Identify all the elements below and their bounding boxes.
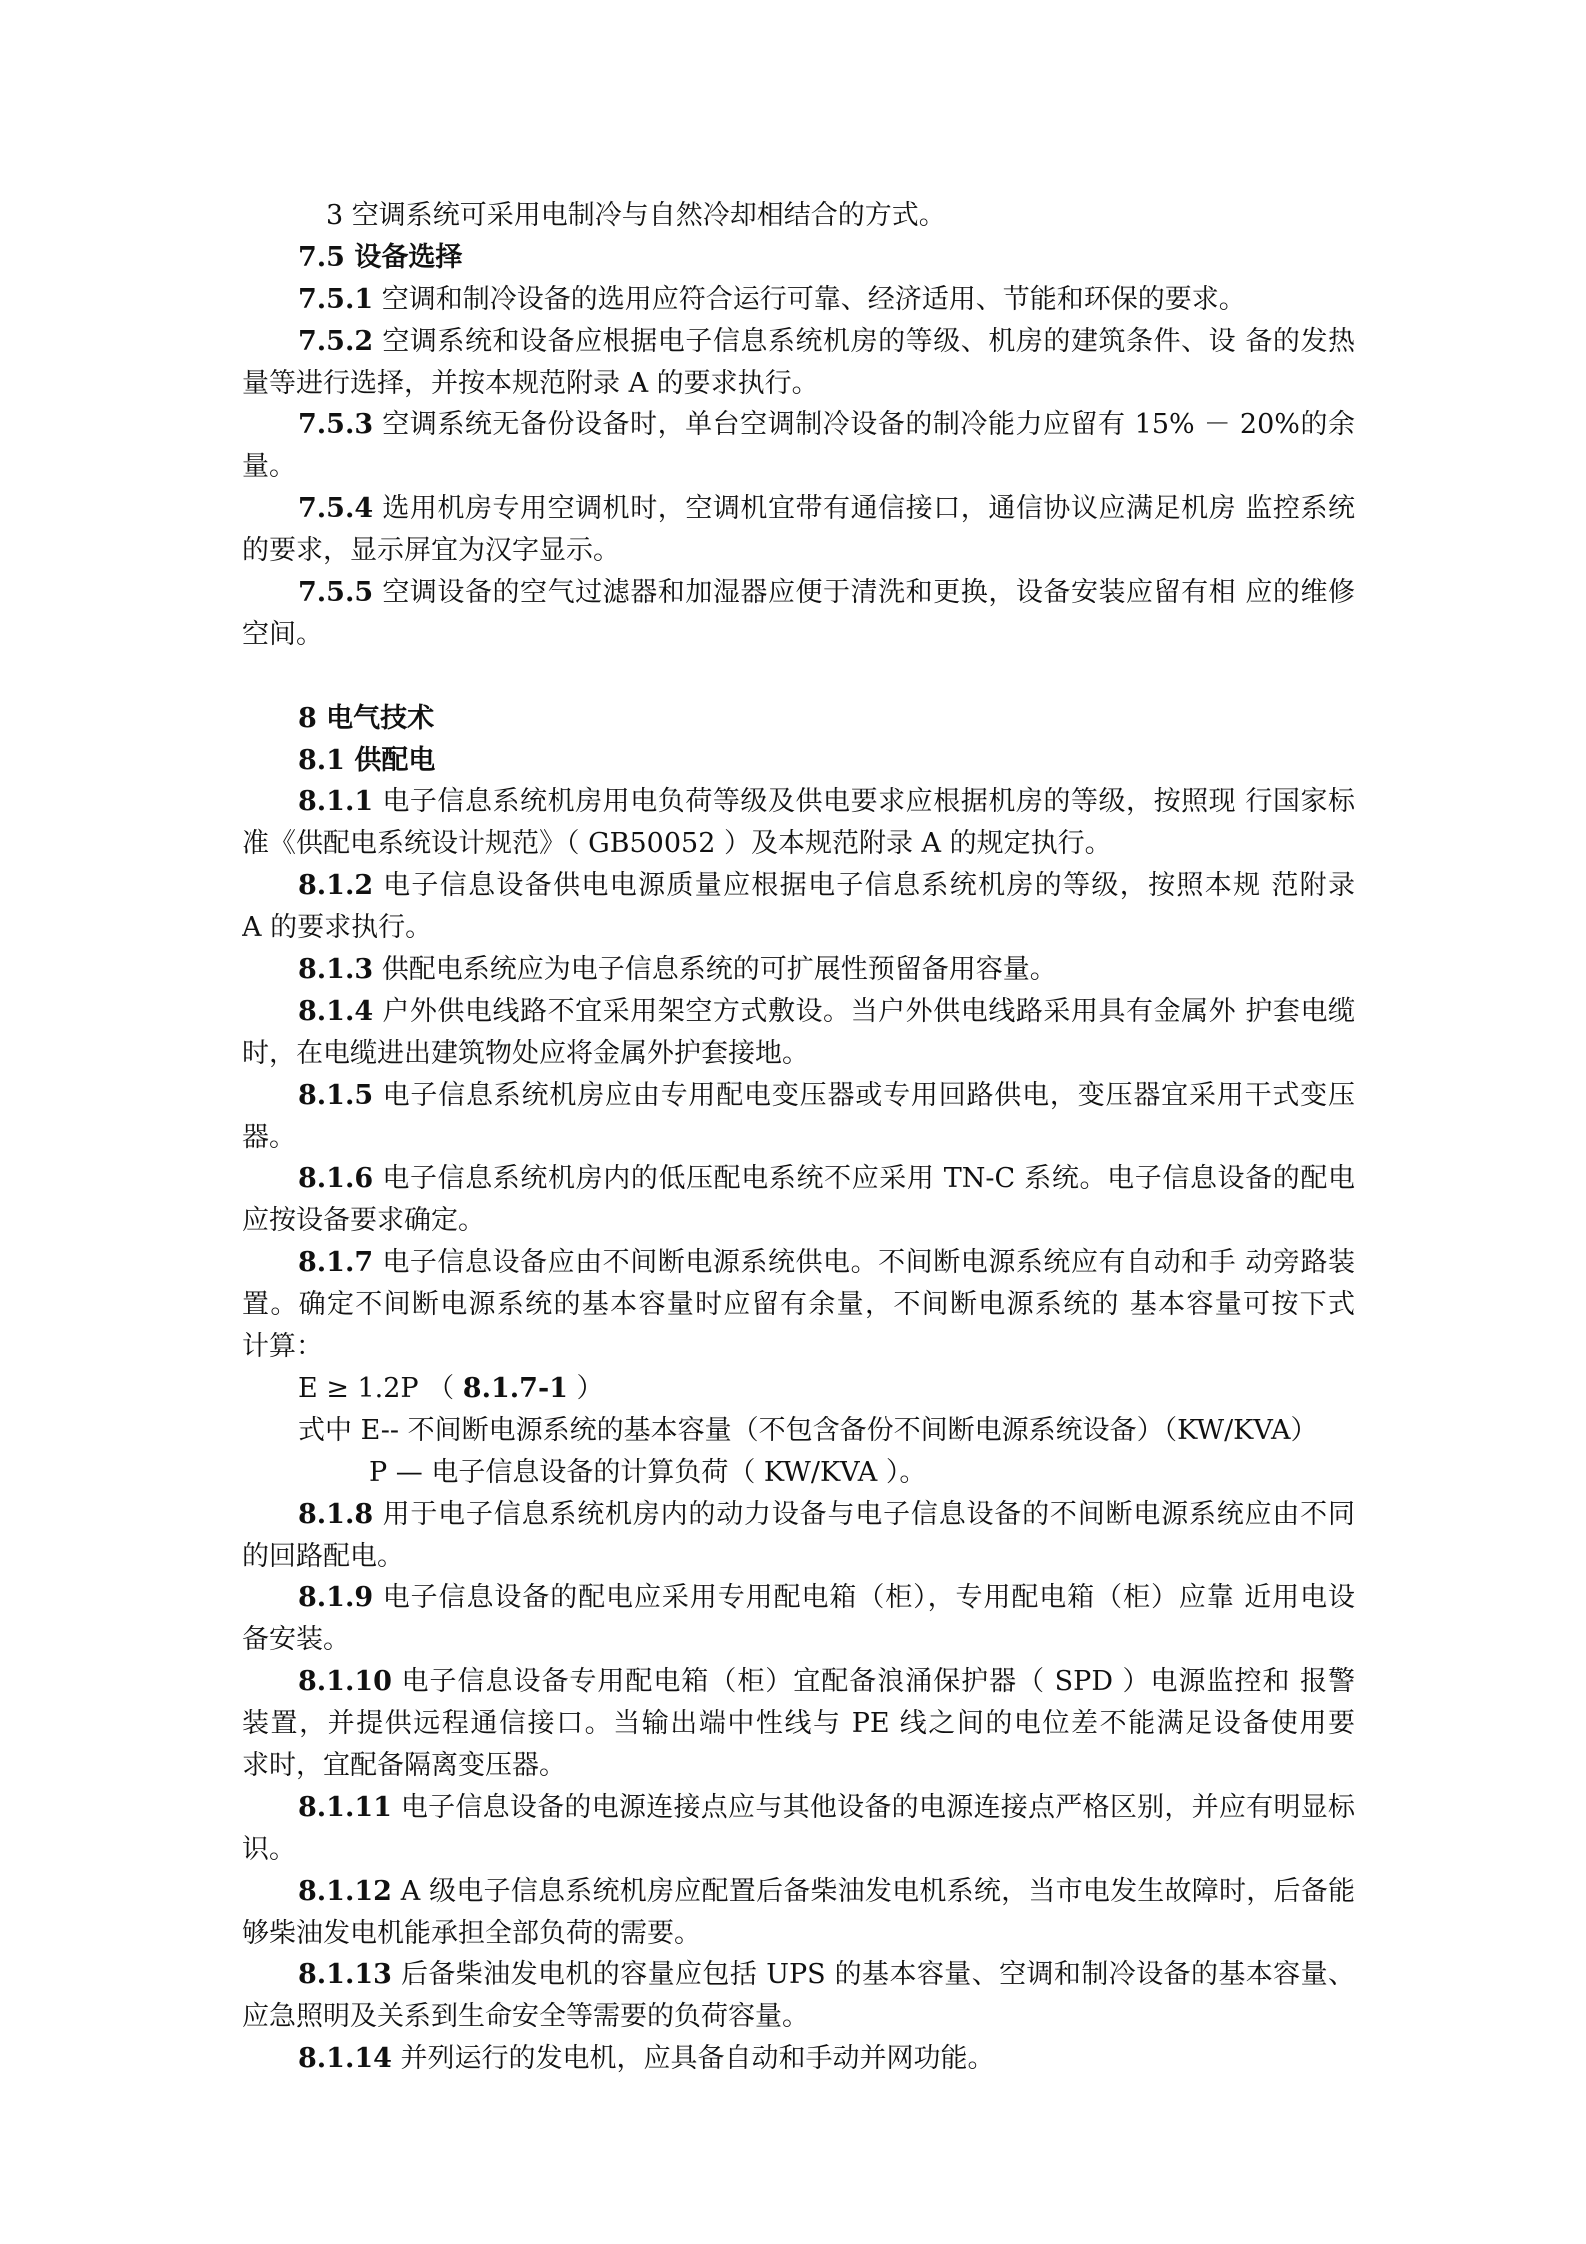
text-line bbox=[242, 907, 1355, 949]
clause-number: 8.1.12 bbox=[298, 1875, 392, 1907]
clause-text: 空调设备的空气过滤器和加湿器应便于清洗和更换，设备安装应留有相 应的维修 bbox=[382, 577, 1355, 609]
text-line bbox=[242, 1829, 1355, 1871]
blank-line bbox=[242, 656, 1355, 698]
text-line bbox=[242, 1913, 1355, 1955]
clause-number: 7.5.5 bbox=[298, 577, 374, 609]
clause-text: 3 空调系统可采用电制冷与自然冷却相结合的方式。 bbox=[326, 200, 946, 231]
text-line bbox=[242, 195, 1355, 237]
clause-number: 8.1.7 bbox=[298, 1247, 374, 1279]
text-line bbox=[242, 823, 1355, 865]
clause-para bbox=[242, 1158, 1355, 1242]
clause-number: 8.1.8 bbox=[298, 1498, 374, 1530]
text-line bbox=[242, 446, 1355, 488]
clause-text: 空调系统和设备应根据电子信息系统机房的等级、机房的建筑条件、设 备的发热 bbox=[382, 325, 1355, 357]
text-line bbox=[242, 1452, 1355, 1494]
clause-sub bbox=[242, 1452, 1355, 1494]
clause-text: 电子信息系统机房内的低压配电系统不应采用 TN-C 系统。电子信息设备的配电 bbox=[382, 1163, 1355, 1195]
text-line bbox=[242, 1200, 1355, 1242]
clause-number: 8.1.6 bbox=[298, 1163, 374, 1195]
clause-text: 装置，并提供远程通信接口。当输出端中性线与 PE 线之间的电位差不能满足设备使用要 bbox=[242, 1708, 1355, 1740]
text-line bbox=[242, 614, 1355, 656]
text-line bbox=[242, 1410, 1355, 1452]
clause-text: 后备柴油发电机的容量应包括 UPS 的基本容量、空调和制冷设备的基本容量、 bbox=[400, 1959, 1355, 1991]
clause-text: 时，在电缆进出建筑物处应将金属外护套接地。 bbox=[242, 1037, 809, 1069]
clause-number: 8.1.14 bbox=[298, 2043, 392, 2075]
section-heading: 7.5 设备选择 bbox=[298, 241, 463, 273]
clause-text: 求时，宜配备隔离变压器。 bbox=[242, 1749, 566, 1781]
clause-para bbox=[242, 1242, 1355, 1368]
formula-close: ） bbox=[567, 1372, 604, 1404]
clause-para bbox=[242, 2038, 1355, 2080]
clause-para bbox=[242, 1494, 1355, 1578]
clause-text: 空调系统无备份设备时，单台空调制冷设备的制冷能力应留有 15% － 20%的余 bbox=[382, 409, 1355, 441]
text-line bbox=[242, 363, 1355, 405]
clause-text: 量等进行选择，并按本规范附录 A 的要求执行。 bbox=[242, 367, 819, 399]
clause-text: 选用机房专用空调机时，空调机宜带有通信接口，通信协议应满足机房 监控系统 bbox=[382, 493, 1355, 525]
clause-text: 置。确定不间断电源系统的基本容量时应留有余量，不间断电源系统的 基本容量可按下式 bbox=[242, 1289, 1355, 1321]
clause-number: 7.5.4 bbox=[298, 493, 374, 525]
clause-text: 应按设备要求确定。 bbox=[242, 1205, 485, 1237]
text-line bbox=[242, 1326, 1355, 1368]
clause-number: 8.1.9 bbox=[298, 1582, 374, 1614]
clause-text: A 的要求执行。 bbox=[242, 912, 433, 944]
text-line bbox=[242, 1787, 1355, 1829]
text-line bbox=[242, 1577, 1355, 1619]
clause-text: 电子信息设备供电电源质量应根据电子信息系统机房的等级，按照本规 范附录 bbox=[383, 870, 1355, 902]
text-line bbox=[242, 572, 1355, 614]
text-line bbox=[242, 781, 1355, 823]
clause-text: 识。 bbox=[242, 1833, 296, 1865]
section-heading: 8 电气技术 bbox=[298, 702, 435, 734]
clause-number: 7.5.1 bbox=[298, 283, 374, 315]
text-line bbox=[242, 1954, 1355, 1996]
text-line bbox=[242, 1745, 1355, 1787]
clause-item bbox=[242, 195, 1355, 237]
clause-text: 户外供电线路不宜采用架空方式敷设。当户外供电线路采用具有金属外 护套电缆 bbox=[382, 995, 1355, 1027]
clause-text: 准《供配电系统设计规范》（ GB50052 ）及本规范附录 A 的规定执行。 bbox=[242, 828, 1112, 860]
clause-text: 电子信息系统机房用电负荷等级及供电要求应根据机房的等级，按照现 行国家标 bbox=[382, 786, 1355, 818]
clause-text: 的回路配电。 bbox=[242, 1540, 404, 1572]
text-line bbox=[242, 1871, 1355, 1913]
clause-para bbox=[242, 1871, 1355, 1955]
text-line bbox=[242, 279, 1355, 321]
text-line bbox=[242, 530, 1355, 572]
clause-para bbox=[242, 1661, 1355, 1787]
clause-number: 8.1.11 bbox=[298, 1791, 392, 1823]
text-line bbox=[242, 1033, 1355, 1075]
text-line bbox=[242, 865, 1355, 907]
formula-line bbox=[242, 1368, 1355, 1410]
text-line bbox=[242, 404, 1355, 446]
formula-expression: E ≥ 1.2P （ bbox=[298, 1372, 463, 1404]
text-line bbox=[242, 1996, 1355, 2038]
text-line bbox=[242, 1536, 1355, 1578]
clause-para bbox=[242, 781, 1355, 865]
clause-where bbox=[242, 1410, 1355, 1452]
section-heading: 8.1 供配电 bbox=[298, 744, 436, 776]
clause-para bbox=[242, 1954, 1355, 2038]
clause-text: 量。 bbox=[242, 451, 296, 483]
text-line bbox=[242, 991, 1355, 1033]
clause-text: 器。 bbox=[242, 1121, 296, 1153]
clause-text: 供配电系统应为电子信息系统的可扩展性预留备用容量。 bbox=[381, 954, 1057, 986]
clause-text: 并列运行的发电机，应具备自动和手动并网功能。 bbox=[400, 2043, 995, 2075]
clause-text: A 级电子信息系统机房应配置后备柴油发电机系统，当市电发生故障时，后备能 bbox=[400, 1875, 1355, 1907]
clause-text: 电子信息设备专用配电箱（柜）宜配备浪涌保护器（ SPD ）电源监控和 报警 bbox=[401, 1666, 1355, 1698]
text-line bbox=[242, 1242, 1355, 1284]
clause-text: 空间。 bbox=[242, 618, 323, 650]
text-line bbox=[242, 1158, 1355, 1200]
clause-text: 备安装。 bbox=[242, 1624, 350, 1656]
clause-text: 用于电子信息系统机房内的动力设备与电子信息设备的不间断电源系统应由不同 bbox=[382, 1498, 1355, 1530]
clause-para bbox=[242, 321, 1355, 405]
clause-para bbox=[242, 949, 1355, 991]
clause-number: 7.5.2 bbox=[298, 325, 374, 357]
text-line bbox=[242, 1703, 1355, 1745]
clause-number: 8.1.2 bbox=[298, 870, 374, 902]
document-page bbox=[242, 195, 1355, 2080]
clause-number: 8.1.1 bbox=[298, 786, 374, 818]
clause-para bbox=[242, 1577, 1355, 1661]
clause-text: 的要求，显示屏宜为汉字显示。 bbox=[242, 535, 620, 567]
clause-number: 8.1.3 bbox=[298, 954, 374, 986]
clause-number: 8.1.4 bbox=[298, 995, 374, 1027]
clause-para bbox=[242, 279, 1355, 321]
text-line bbox=[242, 1661, 1355, 1703]
clause-para bbox=[242, 1787, 1355, 1871]
clause-text: 计算： bbox=[242, 1331, 323, 1363]
text-line bbox=[242, 321, 1355, 363]
clause-number: 8.1.10 bbox=[298, 1666, 392, 1698]
clause-text: P — 电子信息设备的计算负荷（ KW/KVA ）。 bbox=[369, 1456, 927, 1488]
clause-para bbox=[242, 404, 1355, 488]
formula-number: 8.1.7-1 bbox=[462, 1372, 568, 1404]
clause-number: 8.1.13 bbox=[298, 1959, 392, 1991]
clause-para bbox=[242, 1075, 1355, 1159]
text-line bbox=[242, 949, 1355, 991]
clause-para bbox=[242, 572, 1355, 656]
clause-para bbox=[242, 991, 1355, 1075]
text-line bbox=[242, 1619, 1355, 1661]
clause-text: 电子信息设备的配电应采用专用配电箱（柜），专用配电箱（柜）应靠 近用电设 bbox=[382, 1582, 1355, 1614]
clause-number: 7.5.3 bbox=[298, 409, 374, 441]
clause-text: 够柴油发电机能承担全部负荷的需要。 bbox=[242, 1917, 701, 1949]
clause-text: 电子信息设备应由不间断电源系统供电。不间断电源系统应有自动和手 动旁路装 bbox=[382, 1247, 1355, 1279]
clause-text: 电子信息系统机房应由专用配电变压器或专用回路供电，变压器宜采用干式变压 bbox=[382, 1079, 1355, 1111]
clause-text: 应急照明及关系到生命安全等需要的负荷容量。 bbox=[242, 2001, 809, 2033]
clause-text: 式中 E-- 不间断电源系统的基本容量（不包含备份不间断电源系统设备）（KW/KVA） bbox=[298, 1414, 1318, 1446]
text-line bbox=[242, 1284, 1355, 1326]
clause-para bbox=[242, 865, 1355, 949]
clause-para bbox=[242, 488, 1355, 572]
text-line bbox=[242, 1075, 1355, 1117]
text-line bbox=[242, 1494, 1355, 1536]
clause-number: 8.1.5 bbox=[298, 1079, 374, 1111]
text-line bbox=[242, 1117, 1355, 1159]
text-line bbox=[242, 2038, 1355, 2080]
clause-text: 空调和制冷设备的选用应符合运行可靠、经济适用、节能和环保的要求。 bbox=[381, 283, 1246, 315]
clause-text: 电子信息设备的电源连接点应与其他设备的电源连接点严格区别，并应有明显标 bbox=[400, 1791, 1355, 1823]
text-line bbox=[242, 488, 1355, 530]
